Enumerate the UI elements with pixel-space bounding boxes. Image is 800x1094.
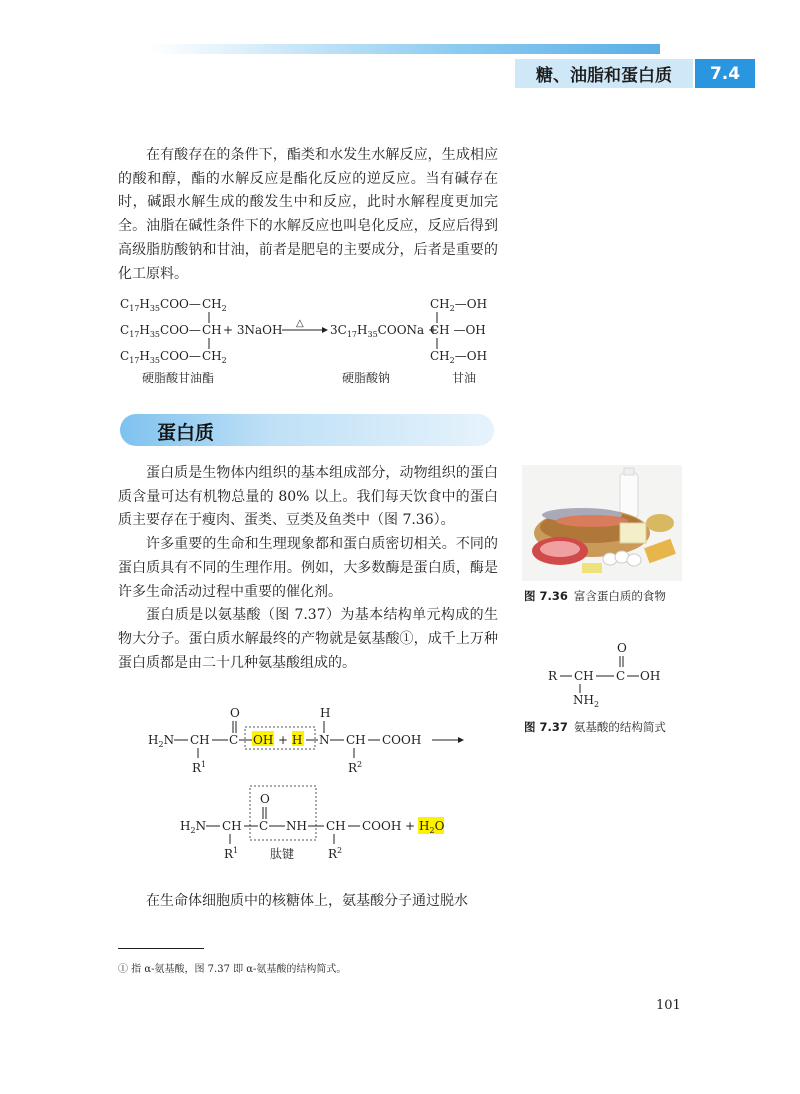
ester-ch: CH (202, 323, 222, 337)
reactant-cooh: COOH (382, 733, 422, 747)
ester-ch2-top: $CH_2$ (202, 297, 227, 313)
figure-736-text: 富含蛋白质的食物 (573, 589, 666, 603)
peptide-bond-label: 肽键 (270, 847, 295, 861)
product-plus: + (405, 819, 416, 833)
product-nh: NH (286, 819, 307, 833)
intro-paragraph-text: 在有酸存在的条件下，酯类和水发生水解反应，生成相应的酸和醇，酯的水解反应是酯化反应的逆反应。当有碱存在时，碱跟水解生成的酸发生中和反应，此时水解程度更加完全。油脂在碱性条件下的水解反应也叫皂化反应，反应后得到高级脂肪酸钠和甘油，前者是肥皂的主要成分，后者是重要的化工原料。 (118, 147, 498, 282)
product-cooh: COOH (362, 819, 402, 833)
ester-row-1: $C_{17}H_{35}COO—$ (120, 297, 201, 313)
protein-food-photo (522, 465, 682, 581)
page-number: 101 (656, 998, 681, 1013)
amino-oh: OH (640, 669, 661, 683)
paragraph-2: 许多重要的生命和生理现象都和蛋白质密切相关。不同的蛋白质具有不同的生理作用。例如，大多数酶是蛋白质，酶是许多生命活动过程中重要的催化剂。 (118, 536, 498, 600)
section-heading: 蛋白质 (157, 422, 215, 444)
amino-r: R (548, 669, 558, 683)
reactant-o: O (230, 706, 240, 720)
figure-737-caption (524, 719, 666, 735)
label-ester: 硬脂酸甘油酯 (142, 371, 215, 385)
section-number: 7.4 (695, 59, 755, 88)
glycerol-ch2-bottom: $CH_2—OH$ (430, 349, 488, 365)
amino-acid-structure (540, 638, 680, 708)
reagent-naoh: + 3NaOH (223, 323, 283, 337)
reactant-oh-highlight: OH (253, 733, 274, 747)
heat-symbol: △ (296, 318, 304, 329)
product-r1: $R^1$ (224, 846, 239, 861)
reactant-n: N (319, 733, 330, 747)
product-r2: $R^2$ (328, 846, 343, 861)
amino-nh2: $NH_2$ (573, 693, 600, 708)
reactant-r1: $R^1$ (192, 760, 207, 775)
amino-ch: CH (574, 669, 594, 683)
saponification-equation (112, 290, 512, 390)
product-ch-2: CH (326, 819, 346, 833)
footnote: ① 指 α-氨基酸，图 7.37 即 α-氨基酸的结构简式。 (118, 964, 347, 975)
ester-ch2-bottom: $CH_2$ (202, 349, 227, 365)
figure-737-text: 氨基酸的结构简式 (573, 720, 666, 734)
reactant-ch-1: CH (190, 733, 210, 747)
closing-paragraph (118, 890, 498, 914)
label-salt: 硬脂酸钠 (342, 371, 391, 385)
reactant-h2n: $H_2N$ (148, 733, 175, 749)
product-sodium-stearate: $3C_{17}H_{35}COONa$ + (330, 323, 439, 339)
ester-row-2: $C_{17}H_{35}COO—$ (120, 323, 201, 339)
protein-paragraphs (118, 462, 498, 675)
intro-paragraph (118, 144, 498, 286)
closing-paragraph-text: 在生命体细胞质中的核糖体上，氨基酸分子通过脱水 (146, 893, 468, 909)
reactant-c: C (229, 733, 239, 747)
product-water: $H_2O$ (419, 819, 445, 835)
figure-736-caption (524, 588, 666, 604)
figure-736-label: 图 7.36 (524, 589, 568, 603)
glycerol-ch: CH —OH (430, 323, 486, 337)
amino-c: C (616, 669, 626, 683)
reactant-h-top: H (320, 706, 331, 720)
product-ch-1: CH (222, 819, 242, 833)
chapter-title: 糖、油脂和蛋白质 (515, 59, 693, 88)
paragraph-1: 蛋白质是生物体内组织的基本组成部分，动物组织的蛋白质含量可达有机物总量的 80% 以上。我们每天饮食中的蛋白质主要存在于瘦肉、蛋类、豆类及鱼类中（图 7.36）。 (118, 465, 498, 529)
paragraph-3: 蛋白质是以氨基酸（图 7.37）为基本结构单元构成的生物大分子。蛋白质水解最终的产物就是氨基酸①，成千上万种蛋白质都是由二十几种氨基酸组成的。 (118, 607, 498, 671)
peptide-reaction (140, 700, 480, 875)
amino-o: O (617, 641, 627, 655)
product-h2n: $H_2N$ (180, 819, 207, 835)
footnote-rule (118, 948, 204, 949)
reactant-r2: $R^2$ (348, 760, 363, 775)
glycerol-ch2-top: $CH_2—OH$ (430, 297, 488, 313)
header-gradient-bar (150, 44, 660, 54)
ester-row-3: $C_{17}H_{35}COO—$ (120, 349, 201, 365)
section-heading-bar (120, 414, 494, 446)
product-c: C (259, 819, 269, 833)
reactant-ch-2: CH (346, 733, 366, 747)
figure-737-label: 图 7.37 (524, 720, 568, 734)
label-glycerol: 甘油 (452, 371, 477, 385)
product-o: O (260, 792, 270, 806)
reactant-plus-h: + H (278, 733, 303, 747)
